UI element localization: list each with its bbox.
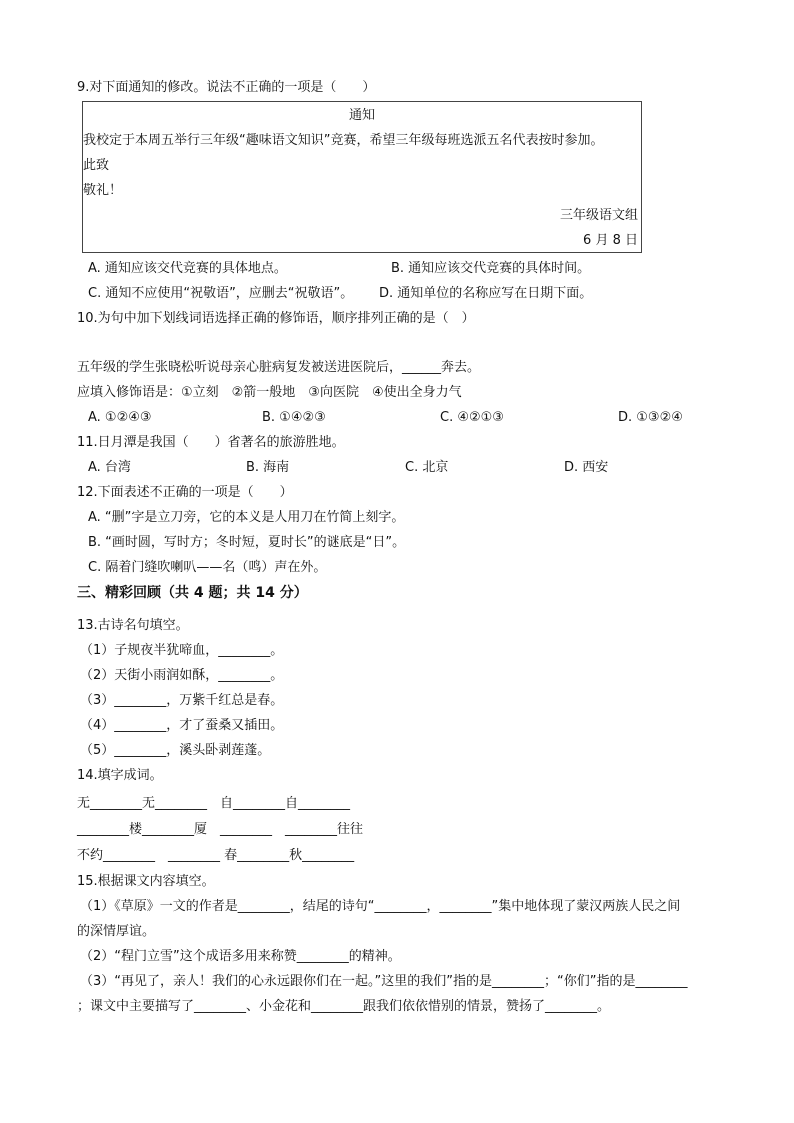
q11-option-a: A. 台湾 <box>88 460 131 475</box>
notice-title: 通知 <box>348 108 375 123</box>
notice-jingli: 敬礼！ <box>83 183 123 198</box>
q10-option-a: A. ①②④③ <box>88 410 152 425</box>
q15-line-1: （1）《草原》一文的作者是________，结尾的诗句“________，________”集中地体现了蒙汉两族人民之间 <box>80 899 681 914</box>
q9-option-d: D. 通知单位的名称应写在日期下面。 <box>379 286 593 301</box>
q13-item-3: （3）________，万紫千红总是春。 <box>80 693 284 708</box>
q10-stem: 10.为句中加下划线词语选择正确的修饰语，顺序排列正确的是（ ） <box>77 311 475 326</box>
q14-row-1: 无________无________ 自________自________ <box>77 796 351 811</box>
q14-row-3: 不约________ ________ 春________秋________ <box>77 848 355 863</box>
notice-cizhi: 此致 <box>83 158 110 173</box>
q13-item-5: （5）________，溪头卧剥莲蓬。 <box>80 743 271 758</box>
q12-option-b: B. “画时圆，写时方；冬时短，夏时长”的谜底是“日”。 <box>88 535 406 550</box>
q12-option-a: A. “删”字是立刀旁，它的本义是人用刀在竹简上刻字。 <box>88 510 405 525</box>
q11-stem: 11.日月潭是我国（ ）省著名的旅游胜地。 <box>77 435 345 450</box>
notice-date: 6 月 8 日 <box>583 233 638 248</box>
q13-item-4: （4）________，才了蚕桑又插田。 <box>80 718 284 733</box>
q9-stem: 9.对下面通知的修改。说法不正确的一项是（ ） <box>77 80 376 95</box>
q15-stem: 15.根据课文内容填空。 <box>77 874 215 889</box>
q11-option-c: C. 北京 <box>405 460 449 475</box>
q11-option-d: D. 西安 <box>564 460 609 475</box>
q10-option-b: B. ①④②③ <box>262 410 326 425</box>
q9-option-a: A. 通知应该交代竞赛的具体地点。 <box>88 261 287 276</box>
q13-item-1: （1）子规夜半犹啼血，________。 <box>80 643 284 658</box>
q13-item-2: （2）天街小雨润如酥，________。 <box>80 668 284 683</box>
q9-option-b: B. 通知应该交代竞赛的具体时间。 <box>391 261 591 276</box>
q9-option-c: C. 通知不应使用“祝敬语”，应删去“祝敬语”。 <box>88 286 354 301</box>
q10-fill: 应填入修饰语是：①立刻 ②箭一般地 ③向医院 ④使出全身力气 <box>77 385 462 400</box>
q14-row-2: ________楼________厦 ________ ________往往 <box>77 822 364 837</box>
q15-line-2: 的深情厚谊。 <box>77 924 156 939</box>
q10-sentence: 五年级的学生张晓松听说母亲心脏病复发被送进医院后，______奔去。 <box>77 360 481 375</box>
notice-org: 三年级语文组 <box>559 208 638 223</box>
q12-option-c: C. 隔着门缝吹喇叭——名（鸣）声在外。 <box>88 560 327 575</box>
notice-body: 我校定于本周五举行三年级“趣味语文知识”竞赛，希望三年级每班选派五名代表按时参加。 <box>83 133 604 148</box>
q12-stem: 12.下面表述不正确的一项是（ ） <box>77 485 293 500</box>
q13-stem: 13.古诗名句填空。 <box>77 618 189 633</box>
q14-stem: 14.填字成词。 <box>77 768 163 783</box>
q15-line-5: ；课文中主要描写了________、小金花和________跟我们依依惜别的情景，赞扬了________。 <box>77 999 611 1014</box>
q15-line-4: （3）“再见了，亲人！我们的心永远跟你们在一起。”这里的我们”指的是________；“你们”指的是________ <box>80 974 688 989</box>
q10-option-d: D. ①③②④ <box>618 410 683 425</box>
q11-option-b: B. 海南 <box>246 460 290 475</box>
q15-line-3: （2）“程门立雪”这个成语多用来称赞________的精神。 <box>80 949 401 964</box>
section-3-title: 三、精彩回顾（共 4 题；共 14 分） <box>77 585 308 601</box>
notice-box <box>82 101 642 253</box>
q10-option-c: C. ④②①③ <box>440 410 504 425</box>
